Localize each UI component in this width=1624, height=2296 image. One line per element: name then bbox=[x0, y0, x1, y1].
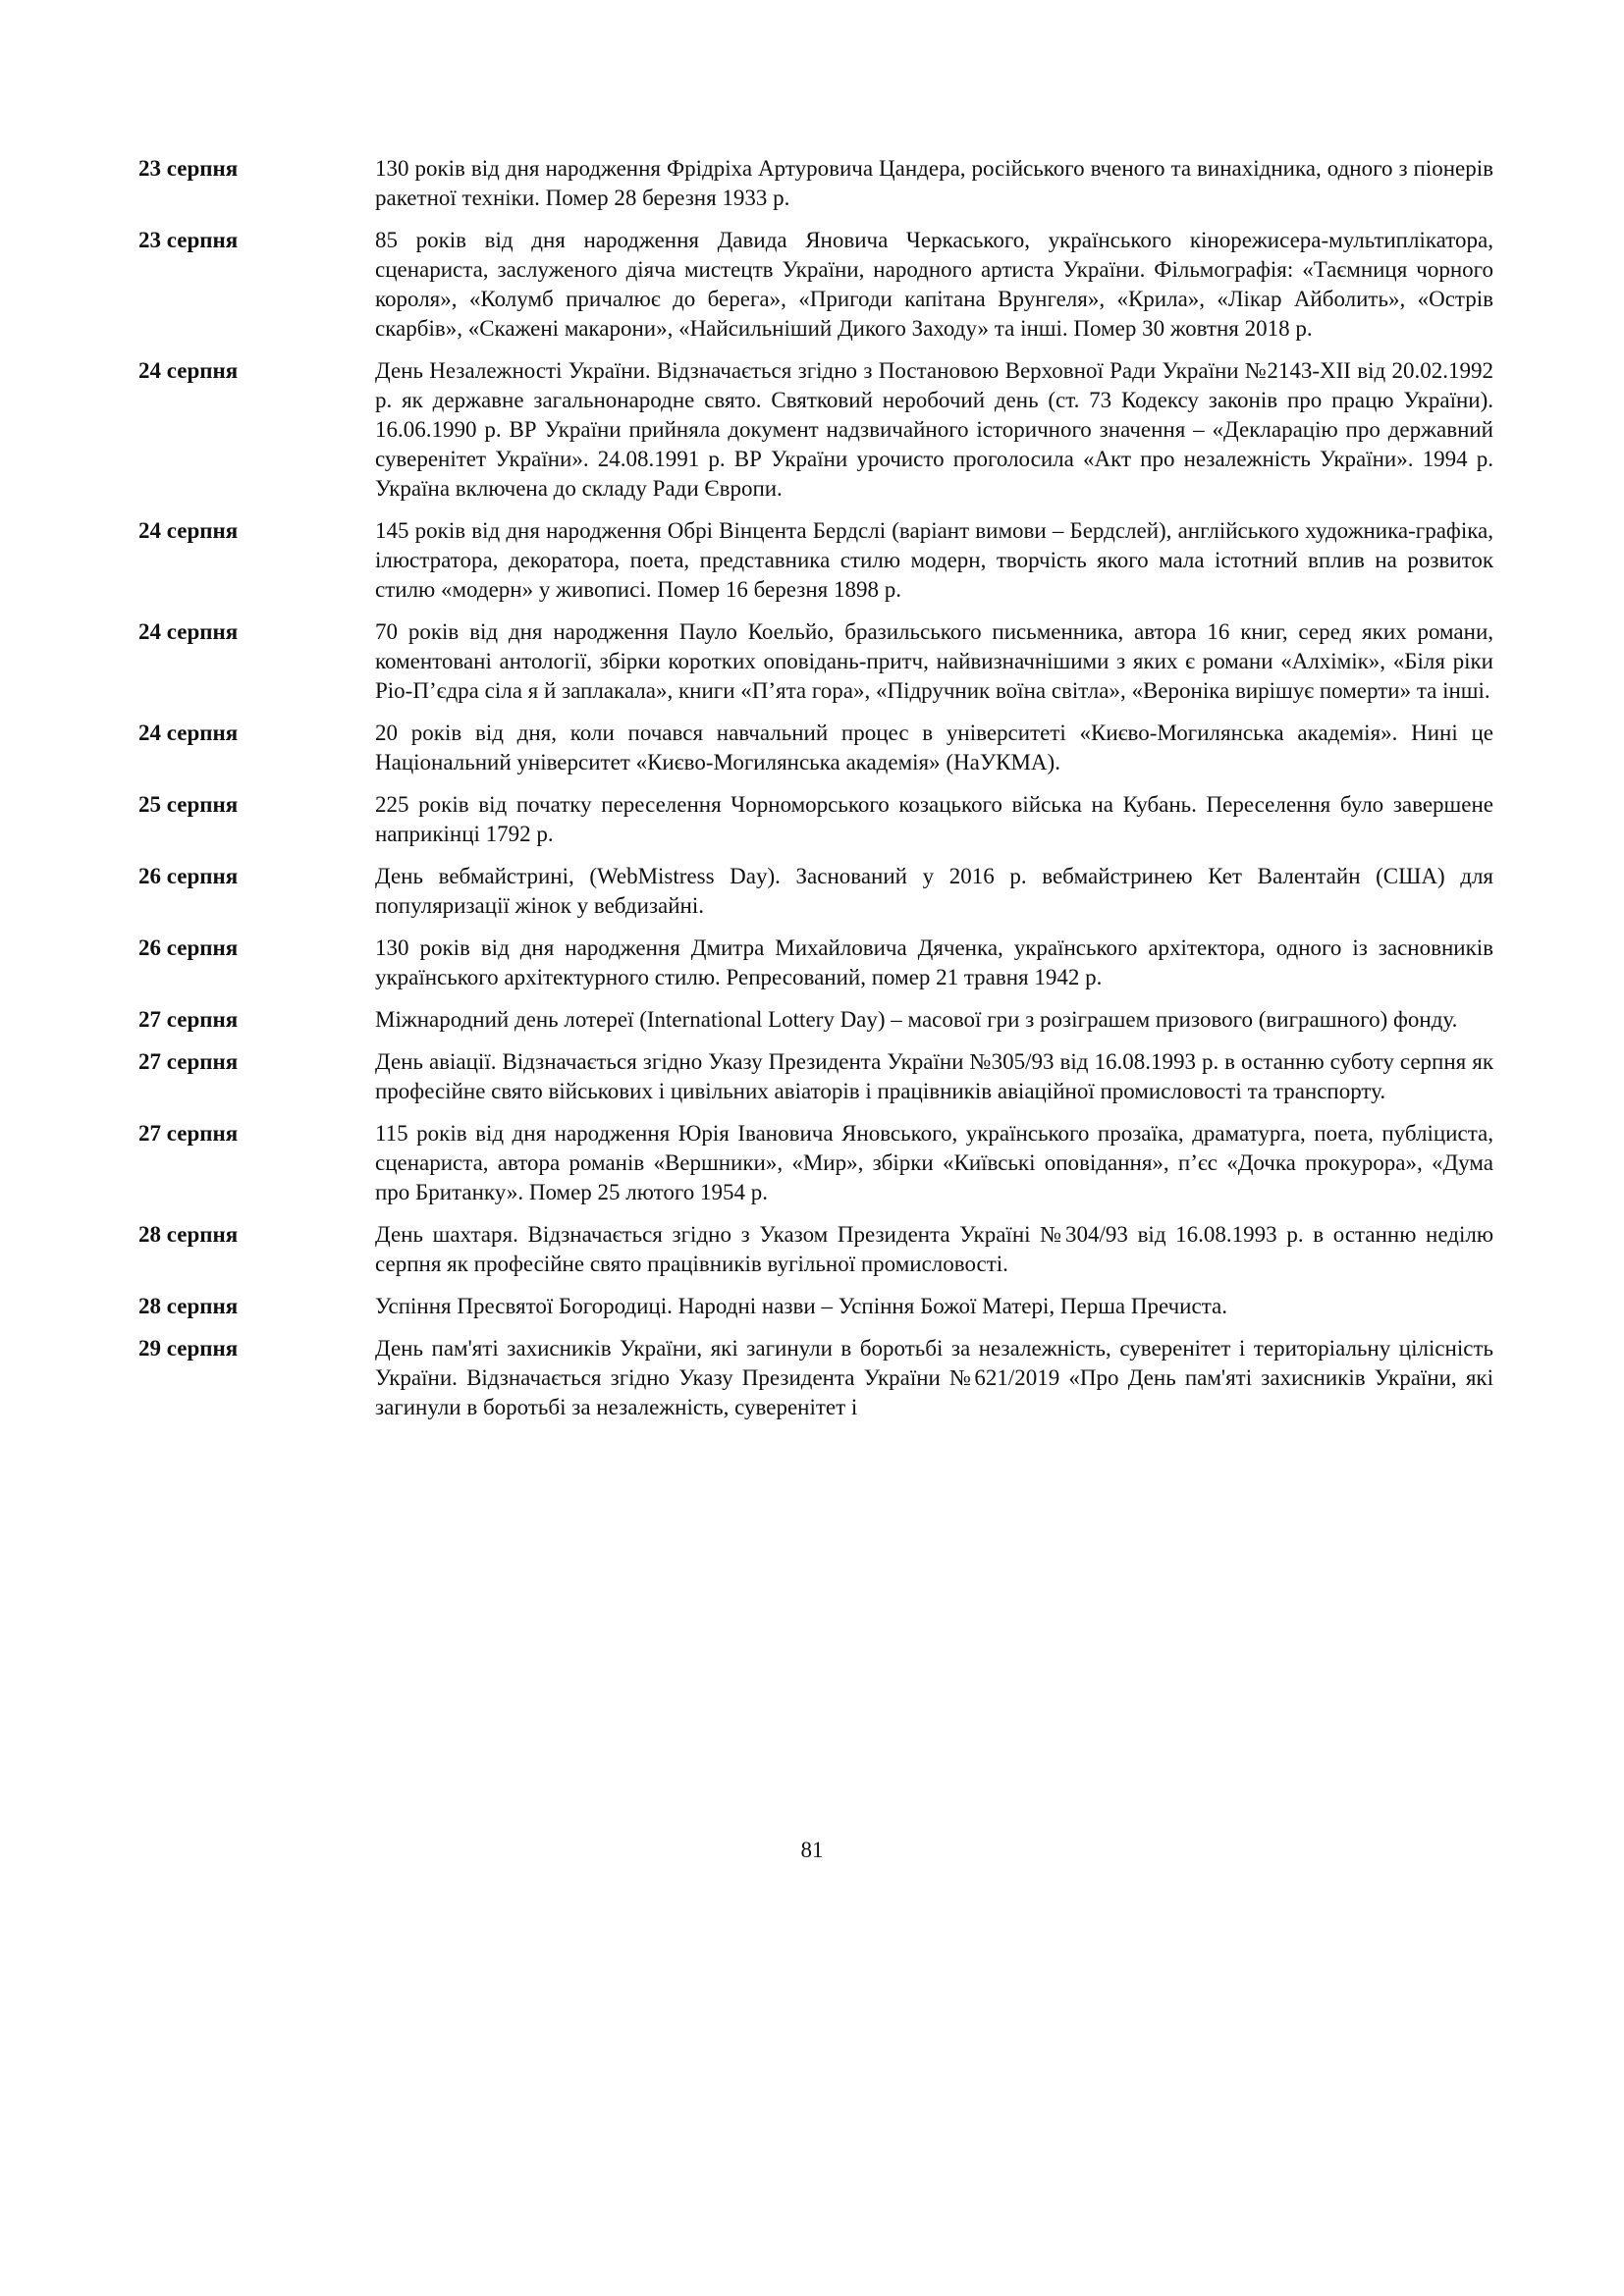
entry-date: 23 серпня bbox=[138, 156, 239, 181]
entry-date: 26 серпня bbox=[138, 935, 239, 960]
calendar-entry bbox=[138, 719, 1493, 777]
entry-date: 24 серпня bbox=[138, 721, 239, 745]
calendar-entries bbox=[138, 154, 1493, 1435]
entry-text: День шахтаря. Відзначається згідно з Указом Президента Україні №304/93 від 16.08.1993 р. в останню неділю серпня як професійне свято працівників вугільної промисловості. bbox=[375, 1222, 1493, 1276]
page-number: 81 bbox=[800, 1838, 824, 1862]
entry-text: 115 років від дня народження Юрія Івановича Яновського, українського прозаїка, драматурга, поета, публіциста, сценариста, автора романів «Вершники», «Мир», збірки «Київські оповідання», п’єс «Дочка прокурора», «Дума про Британку». Помер 25 лютого 1954 р. bbox=[375, 1121, 1493, 1204]
entry-text: День вебмайстрині, (WebMistress Day). Заснований у 2016 р. вебмайстринею Кет Валентайн (США) для популяризації жінок у вебдизайні. bbox=[375, 864, 1493, 918]
entry-text: Успіння Пресвятої Богородиці. Народні назви – Успіння Божої Матері, Перша Пречиста. bbox=[375, 1294, 1227, 1318]
calendar-entry bbox=[138, 1220, 1493, 1279]
calendar-entry bbox=[138, 154, 1493, 213]
entry-date: 28 серпня bbox=[138, 1294, 239, 1318]
entry-text: День авіації. Відзначається згідно Указу Президента України №305/93 від 16.08.1993 р. в останню суботу серпня як професійне свято військових і цивільних авіаторів і працівників авіаційної промисловості та транспорту. bbox=[375, 1049, 1493, 1103]
calendar-entry bbox=[138, 516, 1493, 605]
entry-text: День Незалежності України. Відзначається згідно з Постановою Верховної Ради України №2143-XII від 20.02.1992 р. як державне загальнонародне свято. Святковий неробочий день (ст. 73 Кодексу законів про працю України). 16.06.1990 р. ВР України прийняла документ надзвичайного історичного значення – «Декларацію про державний суверенітет України». 24.08.1991 р. ВР України урочисто проголосила «Акт про незалежність України». 1994 р. Україна включена до складу Ради Європи. bbox=[375, 358, 1493, 501]
entry-text: 70 років від дня народження Пауло Коельйо, бразильського письменника, автора 16 книг, серед яких романи, коментовані антології, збірки коротких оповідань-притч, найвизначнішими з яких є романи «Алхімік», «Біля ріки Ріо-П’єдра сіла я й заплакала», книги «П’ята гора», «Підручник воїна світла», «Вероніка вирішує померти» та інші. bbox=[375, 619, 1493, 703]
calendar-entry bbox=[138, 1047, 1493, 1106]
entry-date: 27 серпня bbox=[138, 1121, 239, 1146]
entry-date: 24 серпня bbox=[138, 518, 239, 543]
calendar-entry bbox=[138, 356, 1493, 504]
entry-text: День пам'яті захисників України, які загинули в боротьбі за незалежність, суверенітет і територіальну цілісність України. Відзначається згідно Указу Президента України №621/2019 «Про День пам'яті захисників України, які загинули в боротьбі за незалежність, суверенітет і bbox=[375, 1336, 1493, 1419]
calendar-entry bbox=[138, 1005, 1493, 1035]
entry-date: 27 серпня bbox=[138, 1007, 239, 1032]
calendar-entry bbox=[138, 790, 1493, 849]
entry-date: 29 серпня bbox=[138, 1336, 239, 1361]
calendar-entry bbox=[138, 1334, 1493, 1422]
entry-date: 26 серпня bbox=[138, 864, 239, 888]
entry-text: Міжнародний день лотереї (International Lottery Day) – масової гри з розіграшем призового (виграшного) фонду. bbox=[375, 1007, 1458, 1032]
calendar-entry bbox=[138, 934, 1493, 992]
entry-text: 130 років від дня народження Дмитра Михайловича Дяченка, українського архітектора, одного із засновників українського архітектурного стилю. Репресований, помер 21 травня 1942 р. bbox=[375, 935, 1493, 989]
entry-date: 24 серпня bbox=[138, 358, 239, 383]
calendar-entry bbox=[138, 1119, 1493, 1207]
entry-date: 24 серпня bbox=[138, 619, 239, 644]
calendar-entry bbox=[138, 226, 1493, 344]
entry-text: 225 років від початку переселення Чорноморського козацького війська на Кубань. Переселення було завершене наприкінці 1792 р. bbox=[375, 792, 1493, 846]
entry-date: 25 серпня bbox=[138, 792, 239, 817]
entry-text: 130 років від дня народження Фрідріха Артуровича Цандера, російського вченого та винахідника, одного з піонерів ракетної техніки. Помер 28 березня 1933 р. bbox=[375, 156, 1493, 210]
calendar-entry bbox=[138, 617, 1493, 706]
entry-text: 85 років від дня народження Давида Яновича Черкаського, українського кінорежисера-мультиплікатора, сценариста, заслуженого діяча мистецтв України, народного артиста України. Фільмографія: «Таємниця чорного короля», «Колумб причалює до берега», «Пригоди капітана Врунгеля», «Крила», «Лікар Айболить», «Острів скарбів», «Скажені макарони», «Найсильніший Дикого Заходу» та інші. Помер 30 жовтня 2018 р. bbox=[375, 228, 1493, 341]
entry-date: 23 серпня bbox=[138, 228, 239, 252]
calendar-entry bbox=[138, 862, 1493, 921]
calendar-entry bbox=[138, 1292, 1493, 1321]
entry-date: 28 серпня bbox=[138, 1222, 239, 1247]
entry-date: 27 серпня bbox=[138, 1049, 239, 1074]
entry-text: 145 років від дня народження Обрі Вінцента Бердслі (варіант вимови – Бердслей), англійського художника-графіка, ілюстратора, декоратора, поета, представника стилю модерн, творчість якого мала істотний вплив на розвиток стилю «модерн» у живописі. Помер 16 березня 1898 р. bbox=[375, 518, 1493, 602]
entry-text: 20 років від дня, коли почався навчальний процес в університеті «Києво-Могилянська академія». Нині це Національний університет «Києво-Могилянська академія» (НаУКМА). bbox=[375, 721, 1493, 774]
